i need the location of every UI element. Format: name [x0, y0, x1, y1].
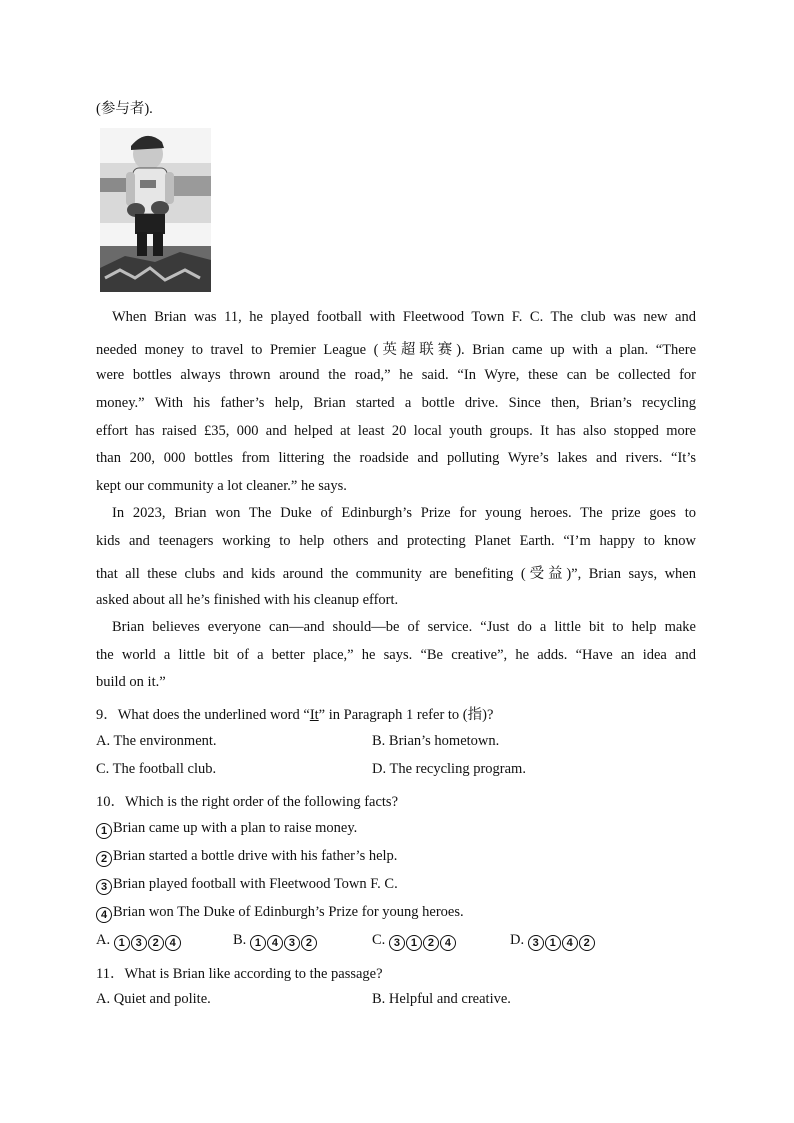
- q10-option-a-letter: A.: [96, 932, 111, 948]
- q9-stem-post: ” in Paragraph 1 refer to (指)?: [318, 707, 494, 723]
- q9-option-c[interactable]: C. The football club.: [96, 761, 217, 777]
- p1-line-5: [96, 423, 696, 440]
- q10-fact-3-text: Brian played football with Fleetwood Town F. C.: [113, 876, 398, 892]
- p3-line-1: Brian believes everyone can—and should—be of service. “Just do a little bit to help make: [112, 619, 696, 635]
- circled-number: 1: [114, 935, 130, 951]
- circled-number-3: 3: [96, 879, 112, 895]
- q10-option-b[interactable]: [233, 932, 318, 951]
- q10-option-b-letter: B.: [233, 932, 247, 948]
- q10-option-c[interactable]: [372, 932, 457, 951]
- circled-number-4: 4: [96, 907, 112, 923]
- p1-line-2: needed money to travel to Premier League (英超联赛). Brian came up with a plan. “There: [96, 342, 696, 358]
- q10-fact-4: [96, 904, 464, 923]
- q11-option-b[interactable]: B. Helpful and creative.: [372, 991, 511, 1007]
- circled-number-1: 1: [96, 823, 112, 839]
- circled-number: 1: [250, 935, 266, 951]
- circled-number: 2: [148, 935, 164, 951]
- q10-fact-2: [96, 848, 397, 867]
- q10-option-a[interactable]: [96, 932, 182, 951]
- q10-fact-3: [96, 876, 398, 895]
- circled-number: 2: [301, 935, 317, 951]
- circled-number: 2: [579, 935, 595, 951]
- p3-line-3: build on it.”: [96, 674, 166, 690]
- q10-option-d-letter: D.: [510, 932, 525, 948]
- q9-underlined-word: It: [309, 707, 319, 723]
- circled-number: 4: [440, 935, 456, 951]
- p3-line-2: the world a little bit of a better place,” he says. “Be creative”, he adds. “Have an idea and: [96, 647, 696, 663]
- q9-option-a[interactable]: A. The environment.: [96, 733, 217, 749]
- q9-option-b[interactable]: B. Brian’s hometown.: [372, 733, 500, 749]
- q11-option-a[interactable]: A. Quiet and polite.: [96, 991, 211, 1007]
- underlined-word-it: It: [540, 423, 549, 439]
- q11-stem: 11．What is Brian like according to the passage?: [96, 966, 383, 982]
- q10-fact-1-text: Brian came up with a plan to raise money.: [113, 820, 358, 836]
- q10-stem: 10．Which is the right order of the following facts?: [96, 794, 399, 810]
- p1-line-3: were bottles always thrown around the road,” he said. “In Wyre, these can be collected for: [96, 367, 696, 383]
- intro-tail: (参与者).: [96, 101, 153, 117]
- p2-line-3: that all these clubs and kids around the community are benefiting (受益)”, Brian says, when: [96, 566, 696, 582]
- q10-fact-1: [96, 820, 357, 839]
- q9-stem: [96, 703, 493, 724]
- q10-fact-2-text: Brian started a bottle drive with his father’s help.: [113, 848, 398, 864]
- q9-stem-pre: 9．What does the underlined word “: [96, 707, 310, 723]
- circled-number: 4: [165, 935, 181, 951]
- p1-line-1: When Brian was 11, he played football with Fleetwood Town F. C. The club was new and: [112, 309, 696, 325]
- circled-number: 3: [131, 935, 147, 951]
- q10-option-c-letter: C.: [372, 932, 386, 948]
- p1-line-6: than 200, 000 bottles from littering the roadside and polluting Wyre’s lakes and rivers. “It’s: [96, 450, 696, 466]
- q9-option-d[interactable]: D. The recycling program.: [372, 761, 526, 777]
- p1-line-4: money.” With his father’s help, Brian started a bottle drive. Since then, Brian’s recycling: [96, 395, 696, 411]
- q10-fact-4-text: Brian won The Duke of Edinburgh’s Prize for young heroes.: [113, 904, 464, 920]
- circled-number: 1: [406, 935, 422, 951]
- circled-number: 4: [267, 935, 283, 951]
- p1-line-5-text: effort has raised £35, 000 and helped at least 20 local youth groups.: [96, 423, 533, 439]
- circled-number: 1: [545, 935, 561, 951]
- circled-number: 2: [423, 935, 439, 951]
- circled-number: 4: [562, 935, 578, 951]
- circled-number: 3: [528, 935, 544, 951]
- p2-line-2: kids and teenagers working to help others and protecting Planet Earth. “I’m happy to know: [96, 533, 696, 549]
- p1-line-7: kept our community a lot cleaner.” he says.: [96, 478, 347, 494]
- photo-illustration: [100, 128, 211, 292]
- p1-line-5-rest: has also stopped more: [556, 423, 696, 439]
- q10-option-d[interactable]: [510, 932, 596, 951]
- photo-boy-with-bottles: [100, 128, 211, 292]
- circled-number: 3: [284, 935, 300, 951]
- p2-line-1: In 2023, Brian won The Duke of Edinburgh’s Prize for young heroes. The prize goes to: [112, 505, 696, 521]
- p2-line-4: asked about all he’s finished with his cleanup effort.: [96, 592, 399, 608]
- circled-number: 3: [389, 935, 405, 951]
- circled-number-2: 2: [96, 851, 112, 867]
